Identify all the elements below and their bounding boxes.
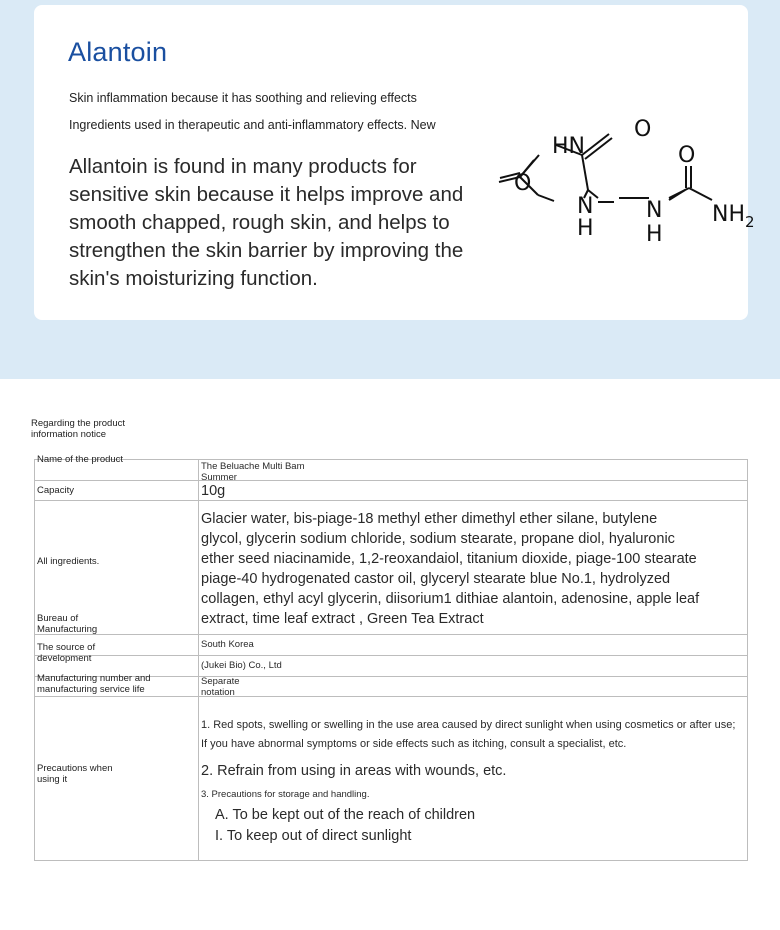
row-label-capacity: Capacity	[37, 485, 74, 496]
intro-card	[34, 5, 755, 320]
table-row	[34, 673, 748, 698]
table-row	[34, 501, 748, 635]
row-label-source: The source of development	[37, 642, 96, 664]
row-label-manufacturing: Bureau of Manufacturing	[37, 613, 98, 635]
row-value-ingredients: Glacier water, bis-piage-18 methyl ether dimethyl ether silane, butylene glycol, glycerin sodium chloride, sodium stearate, propane diol, hyaluronic ether seed niacinamide, 1,2-reoxandaiol, titanium dioxide, piage-100 stearate piage-40 hydrogenated castor oil, glyceryl stearate blue No.1, hydrolyzed collagen, ethyl acyl glycerin, diisorium1 dithiae alantoin, adenosine, apple leaf extract, time leaf extract , Green Tea Extract	[201, 511, 700, 627]
product-info-table	[34, 454, 748, 861]
precaution-1-line-2: If you have abnormal symptoms or side effects such as itching, consult a specialist, etc.	[201, 738, 627, 750]
row-value-manufacturing: South Korea	[201, 639, 254, 650]
row-label-precautions: Precautions when using it	[37, 763, 113, 785]
subtitle-line-1: Skin inflammation because it has soothing and relieving effects	[69, 91, 417, 105]
subtitle-line-2: Ingredients used in therapeutic and anti-inflammatory effects. New	[69, 118, 436, 132]
row-value-name: The Beluache Multi Bam Summer	[201, 461, 305, 483]
precaution-3i: I. To keep out of direct sunlight	[215, 828, 412, 844]
row-label-name: Name of the product	[37, 454, 124, 465]
row-label-ingredients: All ingredients.	[37, 556, 100, 567]
allantoin-structure-diagram	[474, 105, 764, 255]
row-value-source: (Jukei Bio) Co., Ltd	[201, 660, 282, 671]
table-row	[34, 454, 748, 483]
table-row	[34, 697, 748, 861]
precaution-1-line-1: 1. Red spots, swelling or swelling in the use area caused by direct sunlight when using cosmetics or after use;	[201, 719, 736, 731]
mol-h-link-label: H	[646, 222, 663, 247]
notice-title: Regarding the product information notice	[31, 418, 126, 440]
row-value-manufacturing-number: Separate notation	[201, 676, 240, 698]
mol-hn-label: HN	[552, 134, 585, 159]
mol-n-link-label: N	[646, 198, 663, 223]
mol-nh2-label: $NH_2$	[712, 202, 755, 231]
precaution-3: 3. Precautions for storage and handling.	[201, 789, 370, 800]
mol-h-ring-label: H	[577, 216, 594, 241]
row-value-capacity: 10g	[201, 483, 226, 499]
precaution-3a: A. To be kept out of the reach of children	[215, 807, 476, 823]
table-row	[34, 481, 748, 501]
precaution-2: 2. Refrain from using in areas with wounds, etc.	[201, 763, 507, 779]
page-title: Alantoin	[68, 37, 168, 67]
mol-o-top-label: O	[634, 117, 652, 142]
mol-o-left-label: O	[514, 171, 532, 196]
mol-n-ring-label: N	[577, 194, 594, 219]
row-label-manufacturing-number: Manufacturing number and manufacturing service life	[37, 673, 151, 695]
table-row	[34, 613, 748, 656]
mol-o-amide-label: O	[678, 143, 696, 168]
description-text: Allantoin is found in many products for sensitive skin because it helps improve and smooth chapped, rough skin, and helps to strengthen the skin barrier by improving the skin's moisturizing function.	[69, 155, 464, 290]
